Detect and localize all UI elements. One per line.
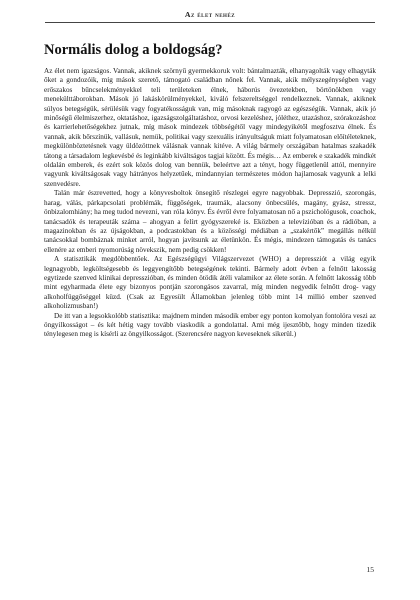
page-title: Normális dolog a boldogság? <box>44 42 223 58</box>
body-text <box>44 67 376 340</box>
page-number: 15 <box>366 565 374 574</box>
paragraph: A statisztikák megdöbbentőek. Az Egészségügyi Világszervezet (WHO) a depressziót a világ egyik legnagyobb, legköltségesebb és leggyengítőbb betegségének tekinti. Bármely adott évben a felnőtt lakosság egytizede szenved klinikai depresszióban, és minden ötödik átéli valamikor az élete során. A felnőtt lakosság több mint egyharmada élete egy bizonyos pontján szorongásos zavarral, míg minden negyedik felnőtt drog- vagy alkoholfüggőséggel küzd. (Csak az Egyesült Államokban jelenleg több mint 14 millió ember szenved alkoholizmusban!) <box>44 255 376 311</box>
paragraph: Talán már észrevetted, hogy a könyvesboltok önsegítő részlegei egyre nagyobbak. Depresszió, szorongás, harag, válás, párkapcsolati problémák, függőségek, traumák, alacsony önbecsülés, magány, gyász, stressz, önbizalomhiány; ha meg tudod nevezni, van róla könyv. És évről évre folyamatosan nő a pszichológusok, coachok, tanácsadók és terapeuták száma – ahogyan a felírt gyógyszereké is. Eközben a televízióban és a rádióban, a magazinokban és az újságokban, a podcastokban és a közösségi médiában a „szakértők” megállás nélkül tanácsokkal bombáznak minket arról, hogyan javítsunk az életünkön. És mégis, mindezen támogatás és tanács ellenére az emberi nyomorúság növekszik, nem pedig csökken! <box>44 189 376 254</box>
paragraph: De itt van a legsokkolóbb statisztika: majdnem minden második ember egy ponton komolyan fontolóra veszi az öngyilkosságot – és két hétig vagy tovább viaskodik a gondolattal. Ami még ijesztőbb, hogy minden tizedik ténylegesen meg is kísérli az öngyilkosságot. (Szerencsére nagyon keveseknek sikerül.) <box>44 311 376 339</box>
running-head: Az élet nehéz <box>184 10 236 19</box>
header-rule <box>45 22 375 23</box>
paragraph: Az élet nem igazságos. Vannak, akiknek szörnyű gyermekkoruk volt: bántalmazták, elhanyagolták vagy elhagyták őket a gondozóik, míg mások szerető, támogató családban nőnek fel. Vannak, akik mélyszegénységben vagy erőszakos bűncselekményekkel teli területeken élnek, háborús övezetekben, börtönökben vagy menekülttáborokban. Mások jó lakáskörülményekkel, kiváló felszereltséggel rendelkeznek. Vannak, akiknek súlyos betegségük, sérülésük vagy fogyatékosságuk van, míg másoknak ragyogó az egészségük. Vannak, akik jó minőségű élelmiszerhez, oktatáshoz, igazságszolgáltatáshoz, orvosi kezeléshez, jóléthez, utazáshoz, szórakozáshoz és karrierlehetőségekhez jutnak, míg mások mindezek többségétől vagy mindegyikétől megfosztva élnek. És vannak, akik bőrszínük, vallásuk, nemük, politikai vagy szexuális irányultságuk miatt folyamatosan előítéleteknek, megkülönböztetésnek vagy üldözöttnek válásnak vannak kitéve. A világ bármely országában hatalmas szakadék tátong a társadalom legkevésbé és leginkább kiváltságos tagjai között. És mégis… Az emberek e szakadék mindkét oldalán emberek, és ezért sok közös dolog van bennük, beleértve azt a tényt, hogy függetlenül attól, mennyire vagyunk kiváltságosak vagy hátrányos helyzetűek, mindannyian természetes módon hajlamosak vagyunk a lelki szenvedésre. <box>44 67 376 188</box>
